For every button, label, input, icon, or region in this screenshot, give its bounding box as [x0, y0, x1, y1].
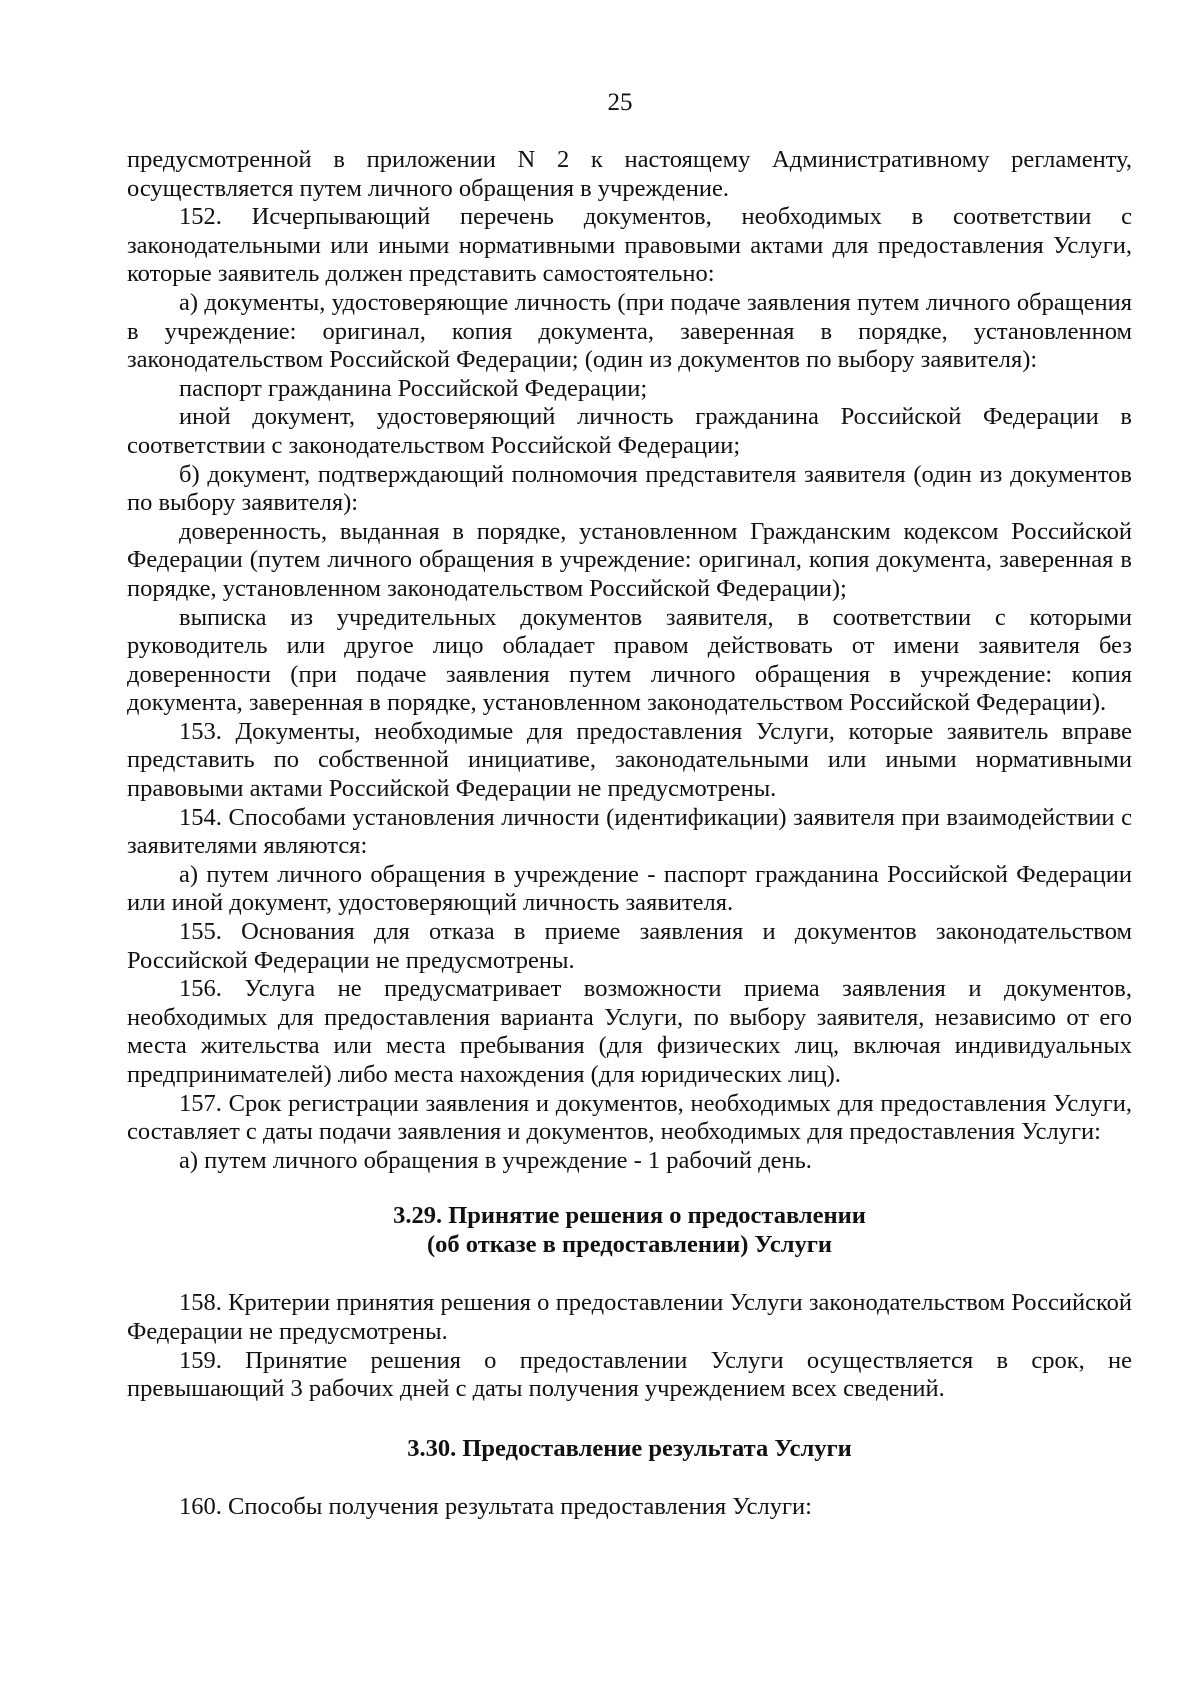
section-heading-3-29-line1: 3.29. Принятие решения о предоставлении — [393, 1202, 866, 1230]
paragraph-152-a-1: паспорт гражданина Российской Федерации; — [179, 374, 648, 402]
paragraph-159: 159. Принятие решения о предоставлении Услуги осуществляется в срок, не превышающий 3 рабочих дней с даты получения учреждением всех сведений. — [127, 1346, 1132, 1403]
paragraph-152-b-1: доверенность, выданная в порядке, установленном Гражданским кодексом Российской Федерации (путем личного обращения в учреждение: оригинал, копия документа, заверенная в порядке, установленном законодательством Российской Федерации); — [127, 517, 1132, 602]
page-number: 25 — [607, 89, 633, 116]
paragraph-155: 155. Основания для отказа в приеме заявления и документов законодательством Российской Федерации не предусмотрены. — [127, 918, 1132, 974]
paragraph-152-b-2: выписка из учредительных документов заявителя, в соответствии с которыми руководитель или другое лицо обладает правом действовать от имени заявителя без доверенности (при подаче заявления путем личного обращения в учреждение: копия документа, заверенная в порядке, установленном законодательством Российской Федерации). — [127, 603, 1132, 717]
paragraph-152-b: б) документ, подтверждающий полномочия представителя заявителя (один из документов по выбору заявителя): — [127, 460, 1132, 517]
paragraph-continuation: предусмотренной в приложении N 2 к настоящему Административному регламенту, осуществляется путем личного обращения в учреждение. — [127, 146, 1132, 202]
section-heading-3-30: 3.30. Предоставление результата Услуги — [407, 1434, 852, 1462]
document-body — [127, 146, 1132, 1521]
paragraph-152-a: а) документы, удостоверяющие личность (при подаче заявления путем личного обращения в учреждение: оригинал, копия документа, заверенная в порядке, установленном законодательством Российской Федерации; (один из документов по выбору заявителя): — [127, 288, 1132, 374]
section-heading-3-29 — [127, 1201, 1132, 1259]
section-heading-3-29-line2: (об отказе в предоставлении) Услуги — [427, 1231, 832, 1259]
paragraph-153: 153. Документы, необходимые для предоставления Услуги, которые заявитель вправе представить по собственной инициативе, законодательными или иными нормативными правовыми актами Российской Федерации не предусмотрены. — [127, 717, 1132, 803]
paragraph-158: 158. Критерии принятия решения о предоставлении Услуги законодательством Российской Федерации не предусмотрены. — [127, 1289, 1132, 1345]
paragraph-157: 157. Срок регистрации заявления и документов, необходимых для предоставления Услуги, составляет с даты подачи заявления и документов, необходимых для предоставления Услуги: — [127, 1089, 1132, 1146]
paragraph-156: 156. Услуга не предусматривает возможности приема заявления и документов, необходимых для предоставления варианта Услуги, по выбору заявителя, независимо от его места жительства или места пребывания (для физических лиц, включая индивидуальных предпринимателей) либо места нахождения (для юридических лиц). — [127, 975, 1132, 1088]
paragraph-154: 154. Способами установления личности (идентификации) заявителя при взаимодействии с заявителями являются: — [127, 803, 1132, 860]
paragraph-157-a: а) путем личного обращения в учреждение - 1 рабочий день. — [179, 1146, 812, 1174]
paragraph-154-a: а) путем личного обращения в учреждение - паспорт гражданина Российской Федерации или иной документ, удостоверяющий личность заявителя. — [127, 860, 1132, 917]
paragraph-160: 160. Способы получения результата предоставления Услуги: — [179, 1492, 812, 1520]
paragraph-152-a-2: иной документ, удостоверяющий личность гражданина Российской Федерации в соответствии с законодательством Российской Федерации; — [127, 403, 1132, 459]
paragraph-152: 152. Исчерпывающий перечень документов, необходимых в соответствии с законодательными или иными нормативными правовыми актами для предоставления Услуги, которые заявитель должен представить самостоятельно: — [127, 203, 1132, 288]
